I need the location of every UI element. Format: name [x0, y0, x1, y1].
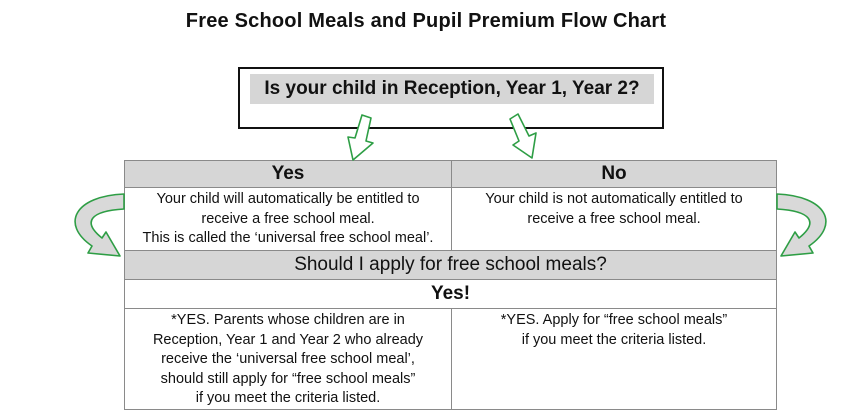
yes-line-3: This is called the ‘universal free school meal’. — [142, 230, 434, 246]
no-heading: No — [451, 160, 777, 188]
left-answer-line-4: should still apply for “free school meals” — [160, 370, 416, 387]
question-text: Is your child in Reception, Year 1, Year 2? — [250, 74, 654, 104]
left-answer-line-3: receive the ‘universal free school meal’, — [161, 351, 415, 367]
right-answer-line-2: if you meet the criteria listed. — [521, 331, 707, 348]
no-line-2: receive a free school meal. — [527, 210, 701, 227]
left-curved-arrow-icon — [75, 194, 124, 256]
left-answer-line-1: *YES. Parents whose children are in — [171, 312, 405, 328]
right-answer-line-1: *YES. Apply for “free school meals” — [500, 312, 728, 328]
apply-answer: Yes! — [124, 279, 777, 309]
yes-line-2: receive a free school meal. — [201, 210, 375, 227]
down-arrow-no-icon — [510, 114, 536, 158]
yes-line-1: Your child will automatically be entitled to — [156, 191, 420, 207]
page-title: Free School Meals and Pupil Premium Flow Chart — [185, 10, 667, 32]
left-answer-line-5: if you meet the criteria listed. — [195, 390, 381, 406]
apply-question: Should I apply for free school meals? — [124, 250, 777, 280]
left-answer-line-2: Reception, Year 1 and Year 2 who already — [152, 331, 424, 348]
right-curved-arrow-icon — [777, 194, 826, 256]
down-arrow-yes-icon — [348, 115, 373, 160]
yes-heading: Yes — [124, 160, 452, 188]
no-line-1: Your child is not automatically entitled to — [485, 191, 743, 207]
